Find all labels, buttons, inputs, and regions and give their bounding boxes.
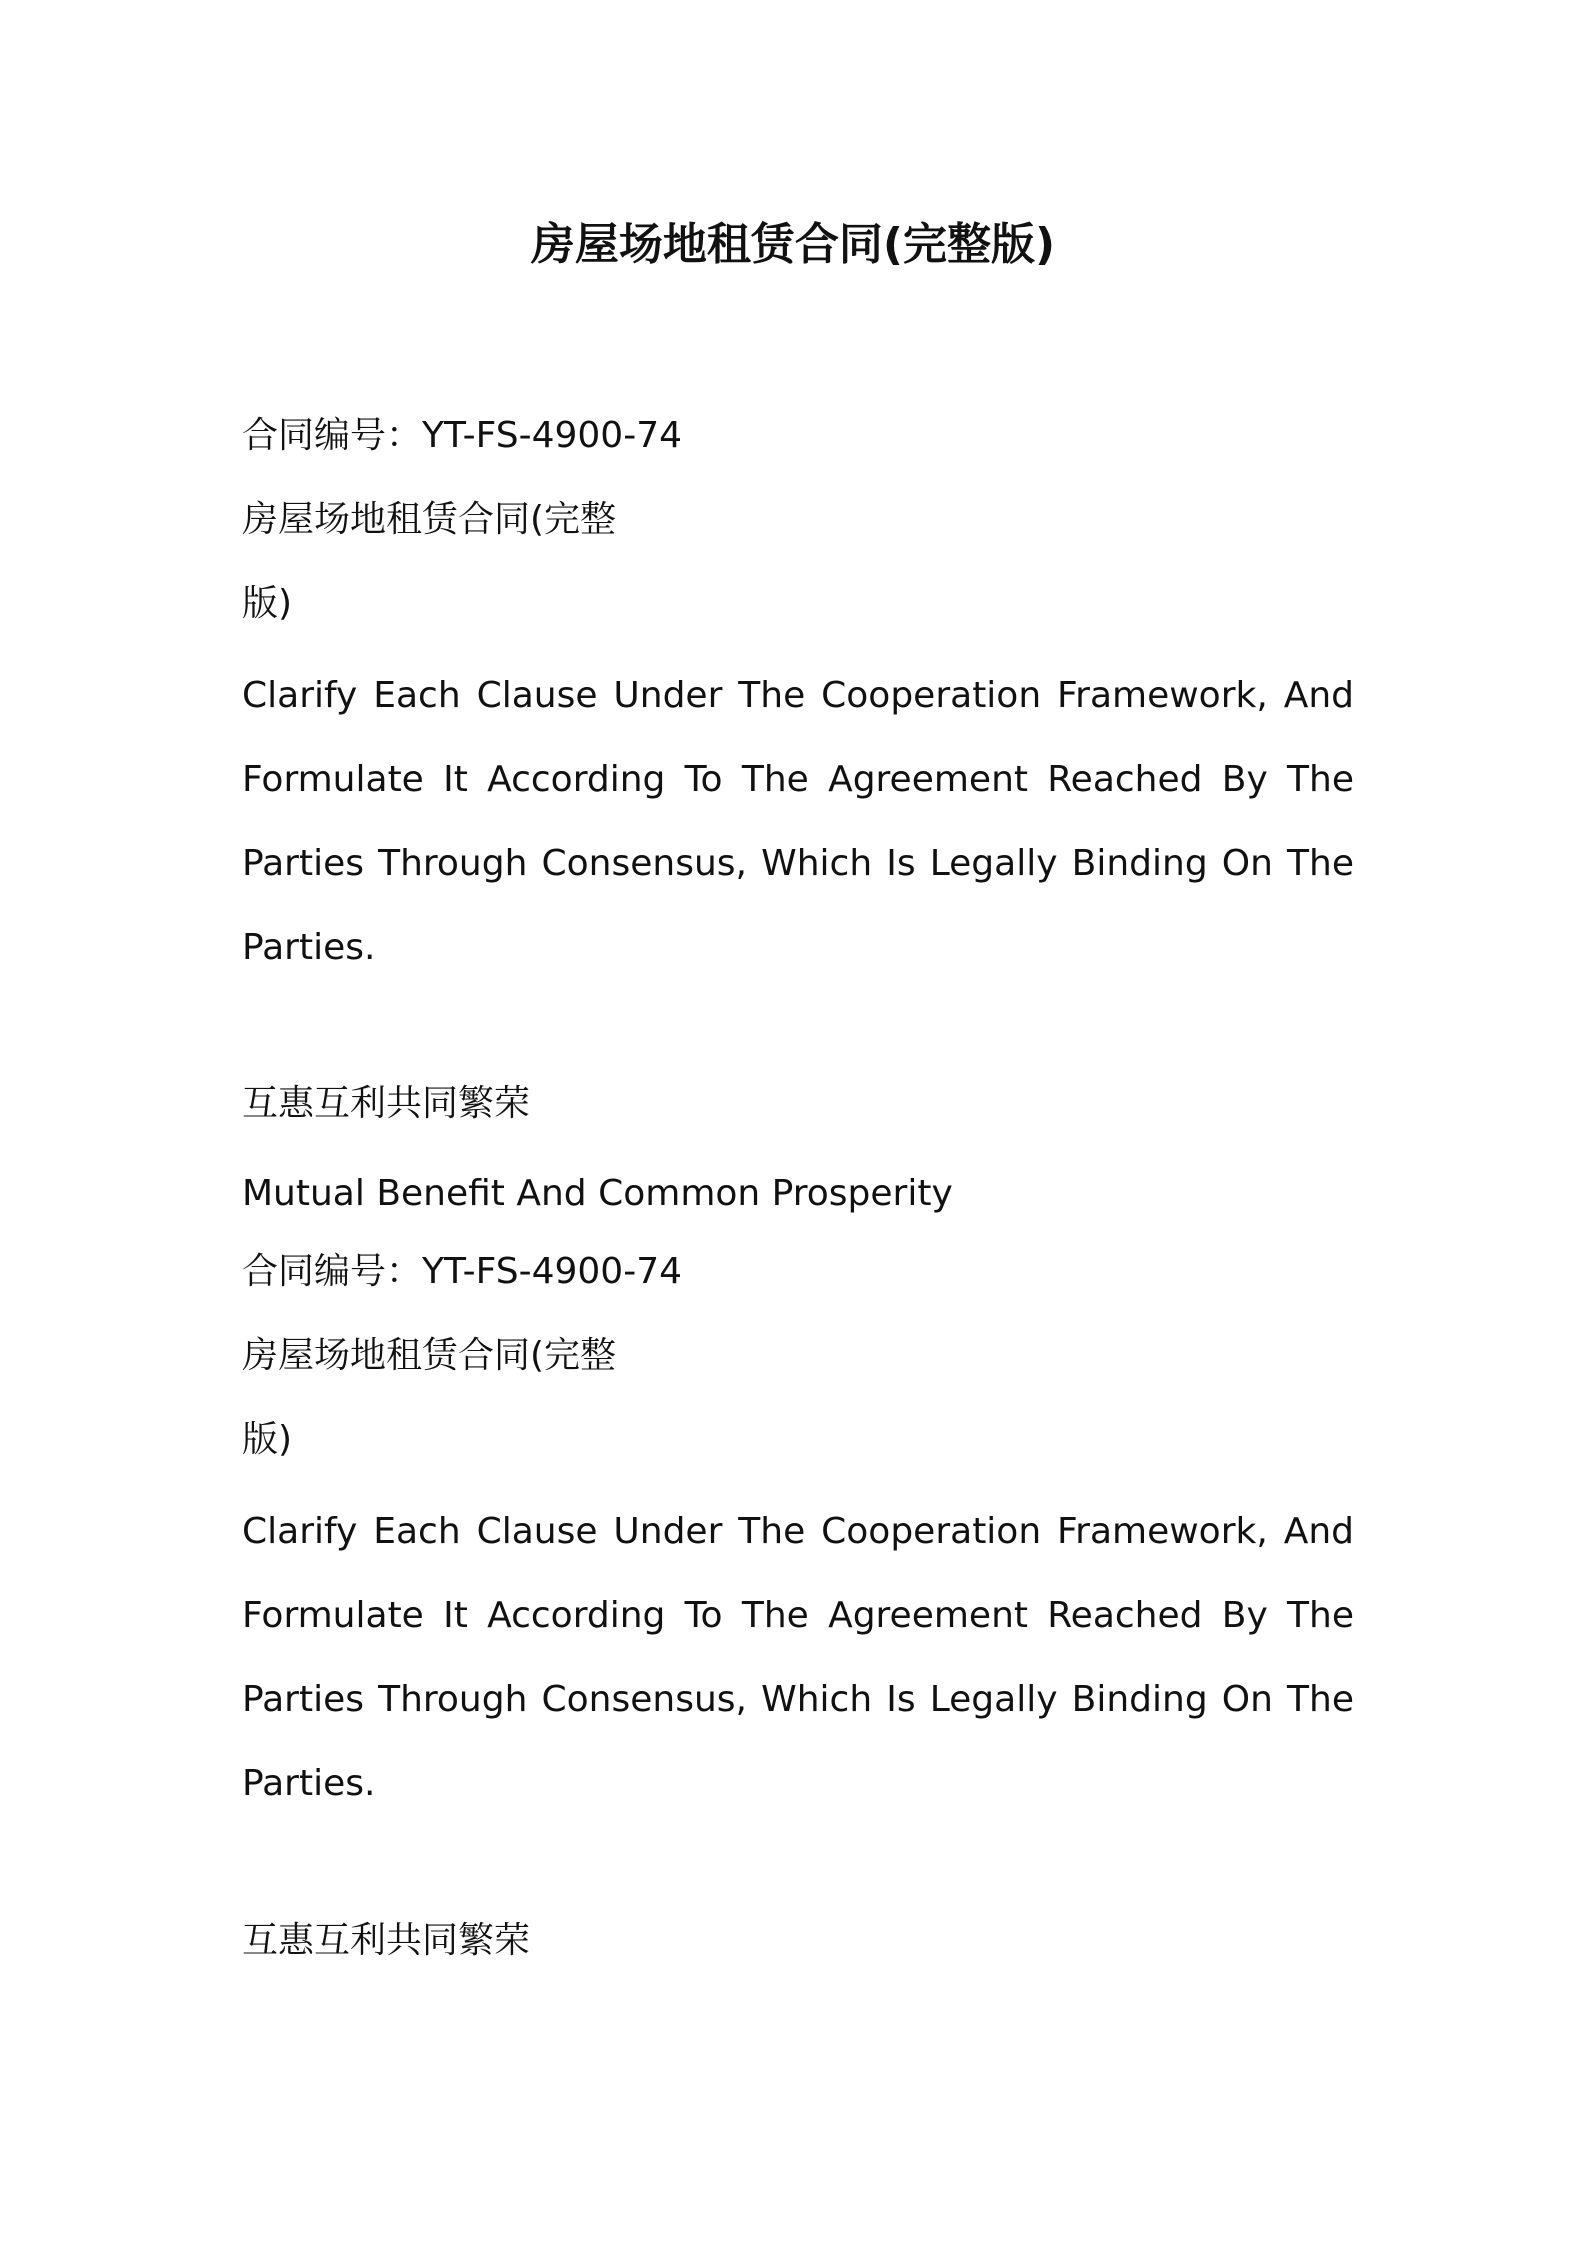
contract-name-line-2: 版) [242,583,293,624]
contract-number: 合同编号：YT-FS-4900-74 [242,415,682,456]
contract-name-line-1: 房屋场地租赁合同(完整 [242,499,617,540]
slogan-chinese: 互惠互利共同繁荣 [242,1920,531,1961]
slogan-chinese: 互惠互利共同繁荣 [242,1083,531,1124]
contract-number: 合同编号：YT-FS-4900-74 [242,1251,682,1292]
contract-name-line-2: 版) [242,1419,293,1460]
contract-description: Clarify Each Clause Under The Cooperation Framework, And Formulate It According To The Agreement Reached By The Parties Through Consensus, Which Is Legally Binding On The Parties. [242,1511,1354,1804]
document-title: 房屋场地租赁合同(完整版) [530,219,1056,270]
contract-description: Clarify Each Clause Under The Cooperation Framework, And Formulate It According To The Agreement Reached By The Parties Through Consensus, Which Is Legally Binding On The Parties. [242,675,1354,968]
contract-name-line-1: 房屋场地租赁合同(完整 [242,1335,617,1376]
slogan-english: Mutual Benefit And Common Prosperity [242,1173,953,1214]
